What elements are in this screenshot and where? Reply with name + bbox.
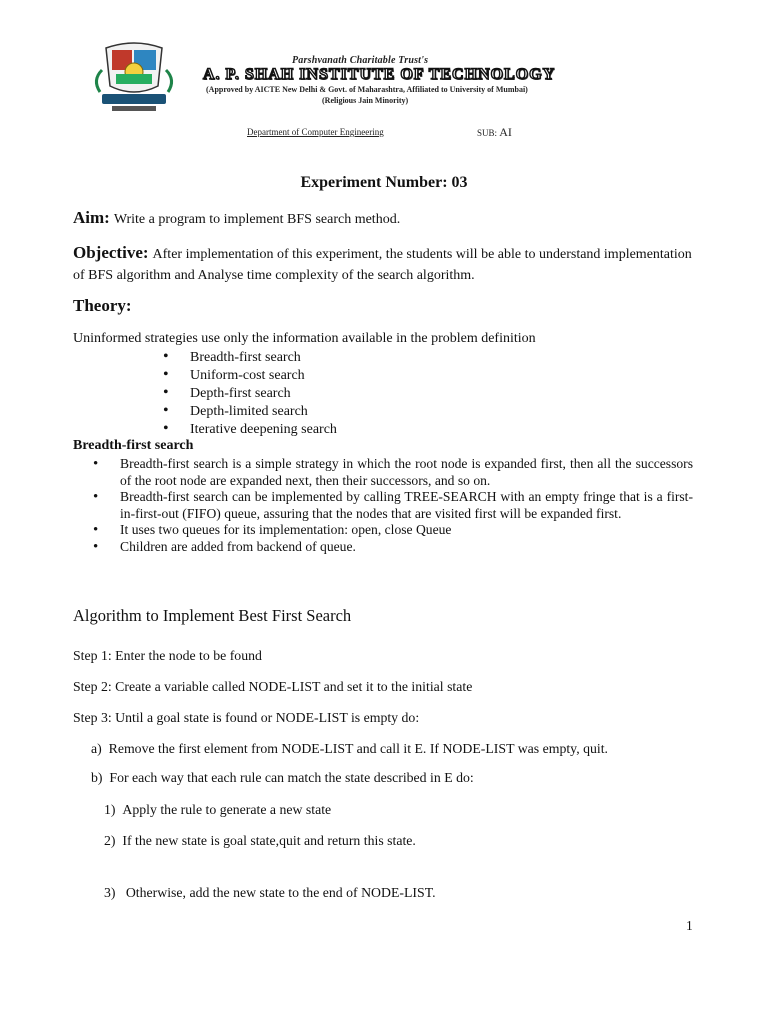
department-name: Department of Computer Engineering xyxy=(247,127,384,137)
algorithm-step-1: Step 1: Enter the node to be found xyxy=(73,648,262,663)
experiment-title: Experiment Number: 03 xyxy=(300,174,468,191)
list-item: • Iterative deepening search xyxy=(163,421,337,439)
objective-label: Objective: xyxy=(73,243,149,262)
list-item: • It uses two queues for its implementation: open, close Queue xyxy=(93,522,693,539)
approval-text: (Approved by AICTE New Delhi & Govt. of Maharashtra, Affiliated to University of Mumbai) xyxy=(206,85,528,94)
subject-label xyxy=(477,125,512,140)
minority-text: (Religious Jain Minority) xyxy=(322,96,409,105)
list-item: • Breadth-first search xyxy=(163,349,337,367)
list-item: • Depth-first search xyxy=(163,385,337,403)
theory-heading: Theory: xyxy=(73,296,132,315)
objective-text: After implementation of this experiment, the students will be able to understand implementation of BFS algorithm and Analyse time complexity of the search algorithm. xyxy=(73,247,692,283)
algorithm-heading: Algorithm to Implement Best First Search xyxy=(73,606,352,625)
aim-label: Aim: xyxy=(73,208,110,227)
theory-intro: Uninformed strategies use only the information available in the problem definition xyxy=(73,331,536,346)
bfs-points-list xyxy=(93,456,693,555)
list-item: • Breadth-first search can be implemented by calling TREE-SEARCH with an empty fringe that is a first-in-first-out (FIFO) queue, assuring that the nodes that are visited first will be expanded first. xyxy=(93,489,693,522)
subject-value: AI xyxy=(499,125,512,139)
trust-name: Parshvanath Charitable Trust's xyxy=(292,55,429,66)
bfs-heading: Breadth-first search xyxy=(73,438,194,453)
algorithm-step-3: Step 3: Until a goal state is found or NODE-LIST is empty do: xyxy=(73,710,420,725)
subject-label-text: SUB: xyxy=(477,128,498,138)
page-number: 1 xyxy=(686,918,693,933)
institute-logo xyxy=(84,40,184,116)
algorithm-substep-b2: 2) If the new state is goal state,quit and return this state. xyxy=(104,833,416,848)
list-item: • Breadth-first search is a simple strategy in which the root node is expanded first, then all the successors of the root node are expanded next, then their successors, and so on. xyxy=(93,456,693,489)
institute-name: A. P. SHAH INSTITUTE OF TECHNOLOGY xyxy=(203,66,556,83)
algorithm-substep-b1: 1) Apply the rule to generate a new state xyxy=(104,802,332,817)
algorithm-substep-b: b) For each way that each rule can match the state described in E do: xyxy=(91,770,474,785)
aim-paragraph xyxy=(73,208,400,228)
objective-paragraph xyxy=(73,243,693,286)
algorithm-substep-b3: 3) Otherwise, add the new state to the end of NODE-LIST. xyxy=(104,885,436,900)
algorithm-step-2: Step 2: Create a variable called NODE-LIST and set it to the initial state xyxy=(73,679,473,694)
list-item: • Uniform-cost search xyxy=(163,367,337,385)
list-item: • Depth-limited search xyxy=(163,403,337,421)
aim-text: Write a program to implement BFS search method. xyxy=(113,212,401,227)
list-item: • Children are added from backend of queue. xyxy=(93,539,693,556)
strategy-list xyxy=(163,349,337,439)
algorithm-substep-a: a) Remove the first element from NODE-LIST and call it E. If NODE-LIST was empty, quit. xyxy=(91,741,608,756)
